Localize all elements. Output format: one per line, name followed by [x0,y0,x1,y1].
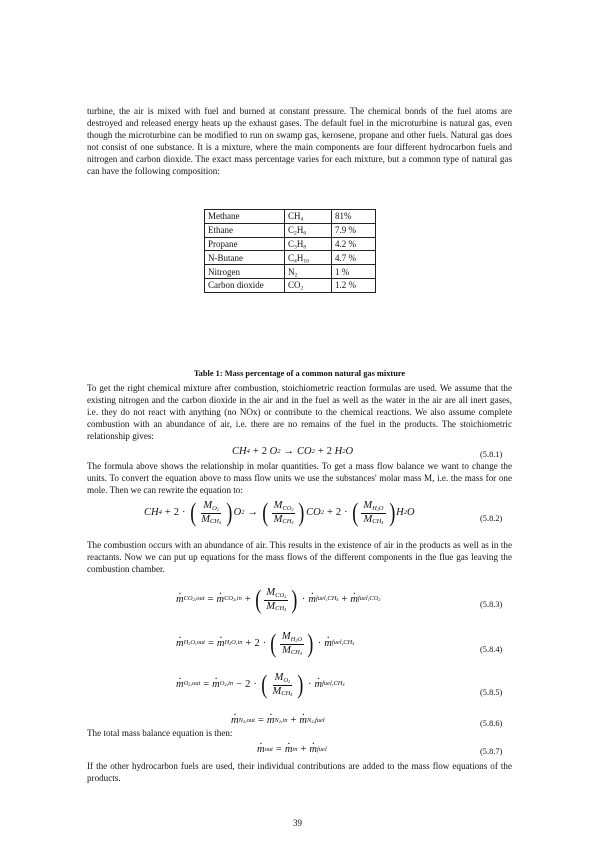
equation-number: (5.8.7) [480,747,503,756]
molar-paragraph: The formula above shows the relationship in molar quantities. To get a mass flow balance we want to change the units. To convert the equation above to mass flow units we use the substances' molar mass M, i.e. the mass for one mole. Then we can rewrite the equation to: [87,461,512,495]
equation-number: (5.8.4) [480,645,503,654]
equation-5-8-4: · m $H_2O,out$ = · m $H_2O,in$ + 2 · ( $\frac{M_{H_2O}}{M_{CH_4}}$ ) · · m $fuel,CH_4$ [176,631,354,657]
stoichiometry-text: To get the right chemical mixture after combustion, stoichiometric reaction formulas are used. We assume that the existing nitrogen and the carbon dioxide in the air and in the fuel as well as the water in the air are all inert gases, i.e. they do not react with anything (no NOx) or contribute to the chemical reactions. We also assume complete combustion with an abundance of air, i.e. there are no remains of the fuel in the products. The stoichiometric relationship gives: [87,383,512,441]
gas-name-cell: Propane [205,237,285,251]
equation-number: (5.8.3) [480,600,503,609]
equation-number: (5.8.5) [480,688,503,697]
equation-5-8-2: CH 4 + 2 · ( $\frac{M_{O_2}}{M_{CH_4}}$ ) O 2 → ( $\frac{M_{CO_2}}{M_{CH_4}}$ ) CO 2 + 2 · ( $\frac{M_{H_2O}}{M_{CH_4}}$ ) H 2 O [144,498,415,527]
gas-name-cell: Methane [205,210,285,224]
gas-name-cell: Nitrogen [205,265,285,279]
percentage-cell: 81% [332,210,376,224]
equation-number: (5.8.6) [480,719,503,728]
table-row [205,251,376,265]
percentage-cell: 4.7 % [332,251,376,265]
equation-number: (5.8.1) [480,450,503,459]
total-balance-paragraph: The total mass balance equation is then: [87,728,233,738]
equation-5-8-6: · m $N_2,out$ = · m $N_2,in$ + · m $N_2,fuel$ [231,716,325,727]
table-row [205,223,376,237]
table-row [205,278,376,292]
gas-name-cell: Ethane [205,223,285,237]
percentage-cell: 1 % [332,265,376,279]
formula-cell: $C_4H_{10}$ [285,251,332,265]
percentage-cell: 1.2 % [332,278,376,292]
formula-cell: $C_2H_6$ [285,223,332,237]
table-row [205,210,376,224]
table-row [205,237,376,251]
closing-paragraph: If the other hydrocarbon fuels are used, their individual contributions are added to the mass flow equations of the products. [87,761,512,783]
gas-name-cell: N-Butane [205,251,285,265]
equation-5-8-3: · m $CO_2,out$ = · m $CO_2,in$ + ( $\frac{M_{CO_2}}{M_{CH_4}}$ ) · · m $fuel,CH_4$ + · m $fuel,CO_2$ [176,587,380,613]
formula-cell: $CH_4$ [285,210,332,224]
table-caption: Table 1: Mass percentage of a common natural gas mixture [193,369,406,378]
page-number: 39 [293,818,302,828]
table-row [205,265,376,279]
equation-number: (5.8.2) [480,514,503,523]
intro-paragraph: turbine, the air is mixed with fuel and burned at constant pressure. The chemical bonds of the fuel atoms are destroyed and released energy heats up the exhaust gases. The default fuel in the microturbine is natural gas, even though the microturbine can be modified to run on swamp gas, kerosene, propane and other fuels. Natural gas does not consist of one substance. It is a mixture, where the main components are four different hydrocarbon fuels and nitrogen and carbon dioxide. The exact mass percentage varies for each mixture, but a common type of natural gas can have the following composition: [87,106,512,176]
formula-cell: $C_3H_8$ [285,237,332,251]
percentage-cell: 4.2 % [332,237,376,251]
stoichiometry-paragraph [87,383,512,443]
equation-5-8-7: · m out = · m in + · m fuel [257,745,327,756]
equation-5-8-1: CH 4 + 2 O 2 → CO 2 + 2 H 2 O [232,446,354,457]
percentage-cell: 7.9 % [332,223,376,237]
combustion-paragraph: The combustion occurs with an abundance of air. This results in the existence of air in the products as well as in the reactants. Now we can put up equations for the mass flows of the different components in the flue gas leaving the combustion chamber. [87,540,512,574]
formula-cell: $N_2$ [285,265,332,279]
gas-name-cell: Carbon dioxide [205,278,285,292]
composition-table [204,209,376,293]
formula-cell: $CO_2$ [285,278,332,292]
equation-5-8-5: · m $O_2,out$ = · m $O_2,in$ − 2 · ( $\frac{M_{O_2}}{M_{CH_4}}$ ) · · m $fuel,CH_4$ [176,672,345,698]
